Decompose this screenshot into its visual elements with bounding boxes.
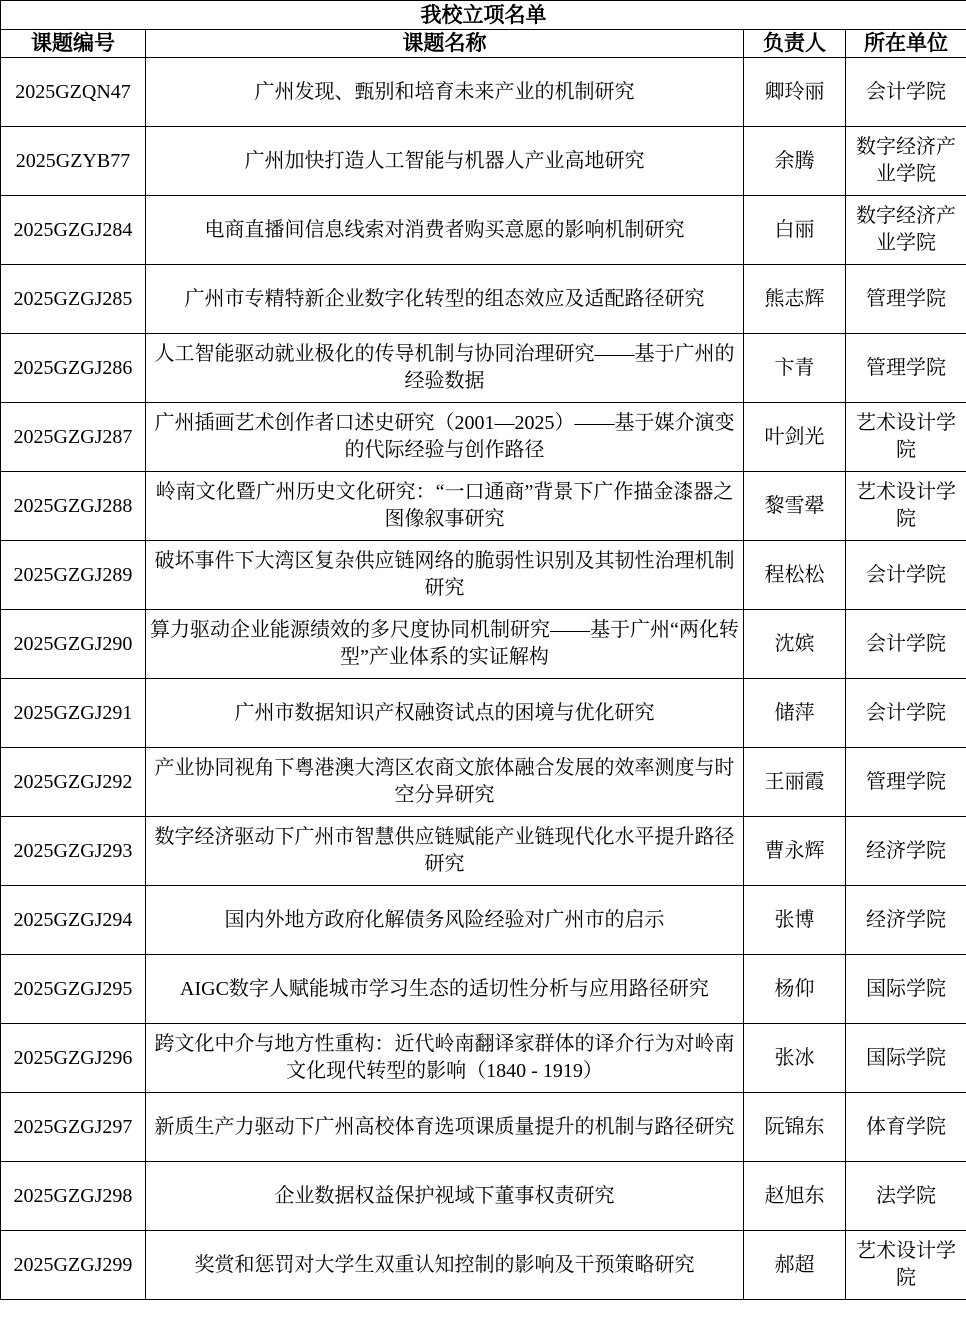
project-leader: 白丽 xyxy=(744,196,846,265)
project-leader: 阮锦东 xyxy=(744,1093,846,1162)
project-code: 2025GZGJ296 xyxy=(1,1024,146,1093)
project-title: 跨文化中介与地方性重构：近代岭南翻译家群体的译介行为对岭南文化现代转型的影响（1840 - 1919） xyxy=(146,1024,744,1093)
project-leader: 熊志辉 xyxy=(744,265,846,334)
project-title: 广州插画艺术创作者口述史研究（2001—2025）——基于媒介演变的代际经验与创作路径 xyxy=(146,403,744,472)
project-code: 2025GZGJ287 xyxy=(1,403,146,472)
project-code: 2025GZGJ295 xyxy=(1,955,146,1024)
project-leader: 杨仰 xyxy=(744,955,846,1024)
project-code: 2025GZGJ297 xyxy=(1,1093,146,1162)
project-unit: 法学院 xyxy=(846,1162,966,1231)
table-row xyxy=(1,955,966,1024)
project-leader: 王丽霞 xyxy=(744,748,846,817)
table-row xyxy=(1,1231,966,1300)
project-unit: 会计学院 xyxy=(846,679,966,748)
header-name: 课题名称 xyxy=(146,30,744,58)
project-code: 2025GZGJ288 xyxy=(1,472,146,541)
project-leader: 余腾 xyxy=(744,127,846,196)
project-leader: 曹永辉 xyxy=(744,817,846,886)
project-unit: 会计学院 xyxy=(846,58,966,127)
project-leader: 程松松 xyxy=(744,541,846,610)
table-row xyxy=(1,1024,966,1093)
project-title: 算力驱动企业能源绩效的多尺度协同机制研究——基于广州“两化转型”产业体系的实证解构 xyxy=(146,610,744,679)
project-code: 2025GZGJ284 xyxy=(1,196,146,265)
table-row xyxy=(1,196,966,265)
project-code: 2025GZGJ299 xyxy=(1,1231,146,1300)
table-row xyxy=(1,1162,966,1231)
project-title: 新质生产力驱动下广州高校体育选项课质量提升的机制与路径研究 xyxy=(146,1093,744,1162)
table-row xyxy=(1,817,966,886)
table-title: 我校立项名单 xyxy=(1,1,966,30)
project-code: 2025GZGJ293 xyxy=(1,817,146,886)
project-unit: 管理学院 xyxy=(846,748,966,817)
table-row xyxy=(1,610,966,679)
project-title: 国内外地方政府化解债务风险经验对广州市的启示 xyxy=(146,886,744,955)
table-row xyxy=(1,541,966,610)
project-unit: 数字经济产业学院 xyxy=(846,196,966,265)
table-row xyxy=(1,403,966,472)
table-row xyxy=(1,1093,966,1162)
project-title: 岭南文化暨广州历史文化研究：“一口通商”背景下广作描金漆器之图像叙事研究 xyxy=(146,472,744,541)
header-leader: 负责人 xyxy=(744,30,846,58)
project-title: 产业协同视角下粤港澳大湾区农商文旅体融合发展的效率测度与时空分异研究 xyxy=(146,748,744,817)
project-unit: 艺术设计学院 xyxy=(846,472,966,541)
project-code: 2025GZQN47 xyxy=(1,58,146,127)
project-title: 广州加快打造人工智能与机器人产业高地研究 xyxy=(146,127,744,196)
project-leader: 叶剑光 xyxy=(744,403,846,472)
project-title: 电商直播间信息线索对消费者购买意愿的影响机制研究 xyxy=(146,196,744,265)
project-leader: 卞青 xyxy=(744,334,846,403)
project-unit: 数字经济产业学院 xyxy=(846,127,966,196)
project-leader: 张冰 xyxy=(744,1024,846,1093)
project-unit: 经济学院 xyxy=(846,817,966,886)
project-unit: 会计学院 xyxy=(846,610,966,679)
project-title: 广州市专精特新企业数字化转型的组态效应及适配路径研究 xyxy=(146,265,744,334)
project-title: 广州市数据知识产权融资试点的困境与优化研究 xyxy=(146,679,744,748)
project-unit: 国际学院 xyxy=(846,1024,966,1093)
project-leader: 赵旭东 xyxy=(744,1162,846,1231)
table-row xyxy=(1,472,966,541)
project-code: 2025GZYB77 xyxy=(1,127,146,196)
project-leader: 卿玲丽 xyxy=(744,58,846,127)
project-code: 2025GZGJ291 xyxy=(1,679,146,748)
table-row xyxy=(1,127,966,196)
table-row xyxy=(1,748,966,817)
project-title: AIGC数字人赋能城市学习生态的适切性分析与应用路径研究 xyxy=(146,955,744,1024)
header-unit: 所在单位 xyxy=(846,30,966,58)
project-title: 企业数据权益保护视域下董事权责研究 xyxy=(146,1162,744,1231)
project-leader: 沈嫔 xyxy=(744,610,846,679)
project-title: 破坏事件下大湾区复杂供应链网络的脆弱性识别及其韧性治理机制研究 xyxy=(146,541,744,610)
project-title: 数字经济驱动下广州市智慧供应链赋能产业链现代化水平提升路径研究 xyxy=(146,817,744,886)
project-code: 2025GZGJ294 xyxy=(1,886,146,955)
table-row xyxy=(1,886,966,955)
project-title: 广州发现、甄别和培育未来产业的机制研究 xyxy=(146,58,744,127)
project-unit: 艺术设计学院 xyxy=(846,1231,966,1300)
table-row xyxy=(1,679,966,748)
project-unit: 经济学院 xyxy=(846,886,966,955)
project-leader: 黎雪翚 xyxy=(744,472,846,541)
header-code: 课题编号 xyxy=(1,30,146,58)
project-code: 2025GZGJ292 xyxy=(1,748,146,817)
project-code: 2025GZGJ298 xyxy=(1,1162,146,1231)
project-title: 人工智能驱动就业极化的传导机制与协同治理研究——基于广州的经验数据 xyxy=(146,334,744,403)
table-row xyxy=(1,265,966,334)
project-unit: 管理学院 xyxy=(846,265,966,334)
project-unit: 管理学院 xyxy=(846,334,966,403)
project-unit: 体育学院 xyxy=(846,1093,966,1162)
project-code: 2025GZGJ290 xyxy=(1,610,146,679)
project-leader: 张博 xyxy=(744,886,846,955)
project-code: 2025GZGJ289 xyxy=(1,541,146,610)
project-unit: 国际学院 xyxy=(846,955,966,1024)
project-title: 奖赏和惩罚对大学生双重认知控制的影响及干预策略研究 xyxy=(146,1231,744,1300)
project-unit: 会计学院 xyxy=(846,541,966,610)
project-code: 2025GZGJ285 xyxy=(1,265,146,334)
project-unit: 艺术设计学院 xyxy=(846,403,966,472)
project-code: 2025GZGJ286 xyxy=(1,334,146,403)
table-row xyxy=(1,58,966,127)
table-row xyxy=(1,334,966,403)
project-leader: 储萍 xyxy=(744,679,846,748)
project-leader: 郝超 xyxy=(744,1231,846,1300)
